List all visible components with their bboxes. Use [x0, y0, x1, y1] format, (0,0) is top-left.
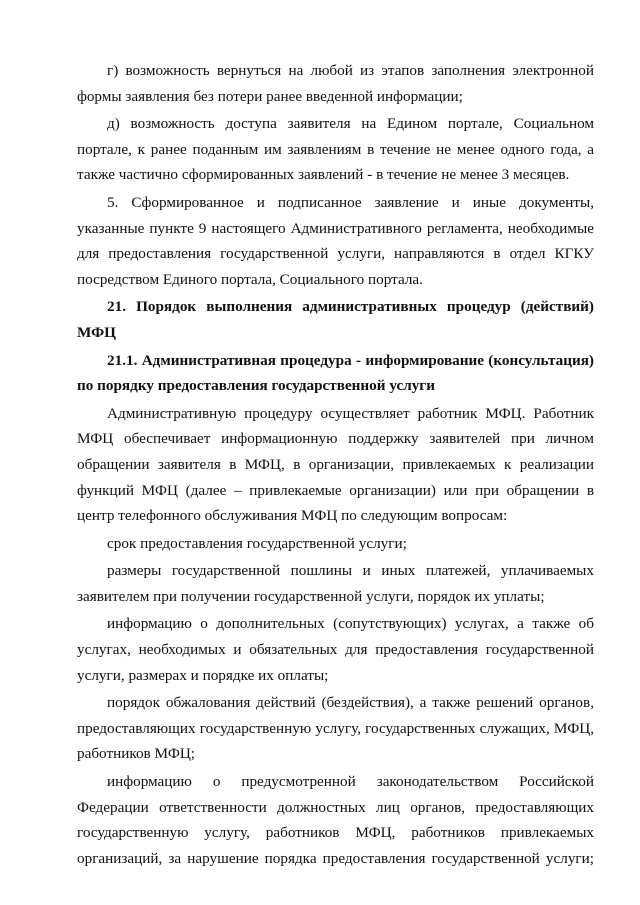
paragraph-list-additional-services: информацию о дополнительных (сопутствующих) услугах, а также об услугах, необходимых и обязательных для предоставления государственной услуги, размерах и порядке их оплаты; [77, 615, 594, 684]
paragraph-list-term: срок предоставления государственной услуги; [107, 534, 407, 552]
subsection-heading-21-1: 21.1. Административная процедура - информирование (консультация) по порядку предоставления государственной услуги [77, 351, 594, 395]
paragraph-list-fees: размеры государственной пошлины и иных платежей, уплачиваемых заявителем при получении государственной услуги, порядок их уплаты; [77, 562, 594, 605]
paragraph-list-appeal: порядок обжалования действий (бездействия), а также решений органов, предоставляющих государственную услугу, государственных служащих, МФЦ, работников МФЦ; [77, 694, 594, 763]
document-page [77, 58, 594, 873]
paragraph-item-5: 5. Сформированное и подписанное заявление и иные документы, указанные пункте 9 настоящего Административного регламента, необходимые для предоставления государственной услуги, направляются в отдел КГКУ посредством Единого портала, Социального портала. [77, 193, 594, 288]
paragraph-procedure-intro: Административную процедуру осуществляет работник МФЦ. Работник МФЦ обеспечивает информационную поддержку заявителей при личном обращении заявителя в МФЦ, в организации, привлекаемых к реализации функций МФЦ (далее – привлекаемые организации) или при обращении в центр телефонного обслуживания МФЦ по следующим вопросам: [77, 404, 594, 525]
paragraph-list-responsibility: информацию о предусмотренной законодательством Российской Федерации ответственности должностных лиц органов, предоставляющих государственную услугу, работников МФЦ, работников привлекаемых организаций, за нарушение порядка предоставления государственной услуги; [77, 773, 594, 867]
section-heading-21: 21. Порядок выполнения административных процедур (действий) МФЦ [77, 298, 594, 341]
paragraph-item-d: д) возможность доступа заявителя на Едином портале, Социальном портале, к ранее поданным им заявлениям в течение не менее одного года, а также частично сформированных заявлений - в течение не менее 3 месяцев. [77, 115, 594, 184]
paragraph-item-g: г) возможность вернуться на любой из этапов заполнения электронной формы заявления без потери ранее введенной информации; [77, 62, 594, 105]
